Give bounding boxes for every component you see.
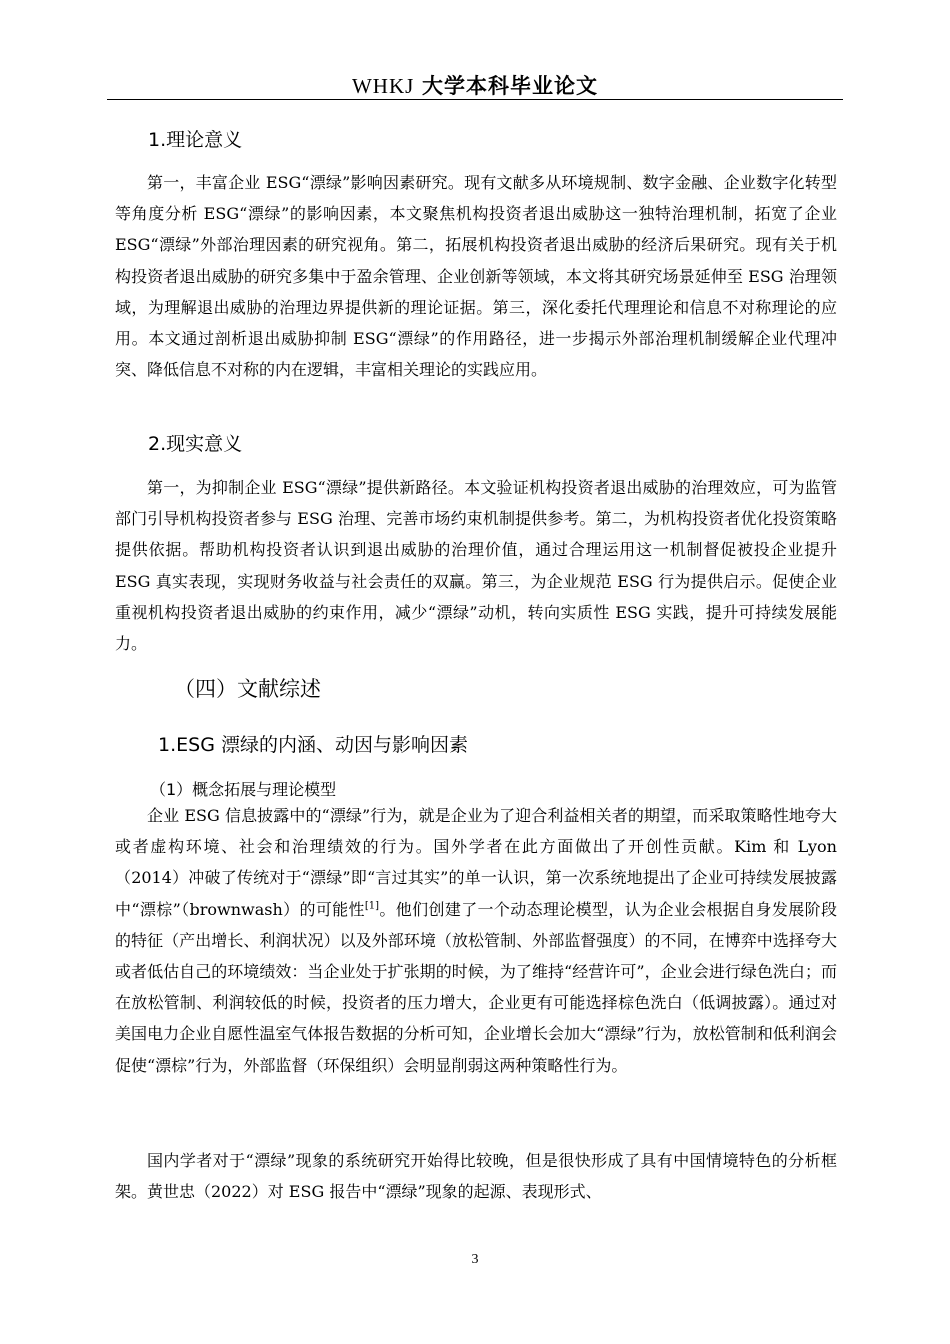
heading-practical-significance: 2.现实意义 [148, 433, 243, 455]
header-rule [107, 99, 843, 100]
concept-text-part-a: 企业 ESG 信息披露中的“漂绿”行为，就是企业为了迎合利益相关者的期望，而采取策略性地夸大或者虚构环境、社会和治理绩效的行为。国外学者在此方面做出了开创性贡献。Kim 和 Lyon（2014）冲破了传统对于“漂绿”即“言过其实”的单一认识，第一次系统地提出了企业可持续发展披露中“漂棕”（brownwash）的可能性 [115, 806, 837, 919]
header-school-code: WHKJ [351, 74, 415, 98]
paragraph-practical-significance: 第一，为抑制企业 ESG“漂绿”提供新路径。本文验证机构投资者退出威胁的治理效应，可为监管部门引导机构投资者参与 ESG 治理、完善市场约束机制提供参考。第二，为机构投资者优化投资策略提供依据。帮助机构投资者认识到退出威胁的治理价值，通过合理运用这一机制督促被投企业提升 ESG 真实表现，实现财务收益与社会责任的双赢。第三，为企业规范 ESG 行为提供启示。促使企业重视机构投资者退出威胁的约束作用，减少“漂绿”动机，转向实质性 ESG 实践，提升可持续发展能力。 [115, 478, 837, 654]
citation-ref-1: [1] [364, 900, 380, 912]
running-header [107, 70, 843, 100]
paragraph-theoretical-significance: 第一，丰富企业 ESG“漂绿”影响因素研究。现有文献多从环境规制、数字金融、企业数字化转型等角度分析 ESG“漂绿”的影响因素，本文聚焦机构投资者退出威胁这一独特治理机制，拓宽了企业 ESG“漂绿”外部治理因素的研究视角。第二，拓展机构投资者退出威胁的经济后果研究。现有关于机构投资者退出威胁的研究多集中于盈余管理、企业创新等领域，本文将其研究场景延伸至 ESG 治理领域，为理解退出威胁的治理边界提供新的理论证据。第三，深化委托代理理论和信息不对称理论的应用。本文通过剖析退出威胁抑制 ESG“漂绿”的作用路径，进一步揭示外部治理机制缓解企业代理冲突、降低信息不对称的内在逻辑，丰富相关理论的实践应用。 [115, 173, 837, 380]
heading-theoretical-significance: 1.理论意义 [148, 129, 243, 151]
paragraph-concept-model [115, 800, 837, 1081]
heading-literature-review: （四）文献综述 [174, 677, 321, 701]
header-title: 大学本科毕业论文 [422, 74, 598, 98]
paragraph-domestic-research: 国内学者对于“漂绿”现象的系统研究开始得比较晚，但是很快形成了具有中国情境特色的分析框架。黄世忠（2022）对 ESG 报告中“漂绿”现象的起源、表现形式、 [115, 1151, 837, 1202]
concept-text-part-b: 。他们创建了一个动态理论模型，认为企业会根据自身发展阶段的特征（产出增长、利润状况）以及外部环境（放松管制、外部监督强度）的不同，在博弈中选择夸大或者低估自己的环境绩效：当企业处于扩张期的时候，为了维持“经营许可”，企业会进行绿色洗白；而在放松管制、利润较低的时候，投资者的压力增大，企业更有可能选择棕色洗白（低调披露）。通过对美国电力企业自愿性温室气体报告数据的分析可知，企业增长会加大“漂绿”行为，放松管制和低利润会促使“漂棕”行为，外部监督（环保组织）会明显削弱这两种策略性行为。 [115, 899, 837, 1075]
heading-concept-model: （1）概念拓展与理论模型 [150, 780, 337, 799]
heading-esg-greenwashing: 1.ESG 漂绿的内涵、动因与影响因素 [158, 734, 468, 756]
page-number: 3 [471, 1252, 479, 1267]
